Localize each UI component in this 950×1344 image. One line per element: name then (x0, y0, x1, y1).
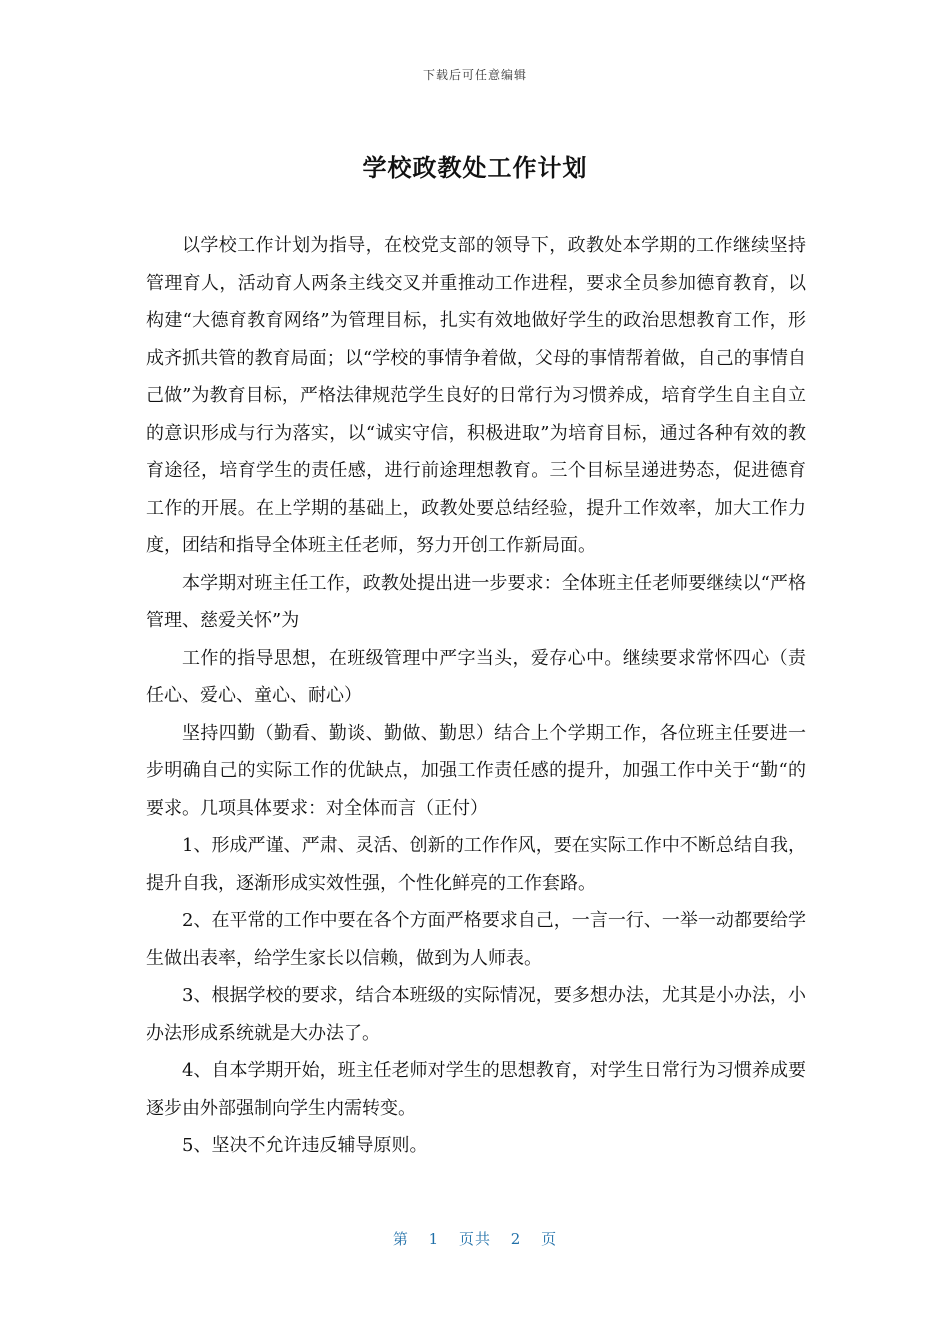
header-note: 下载后可任意编辑 (422, 68, 527, 82)
footer-current-page: 1 (428, 1230, 440, 1248)
list-item-5: 5、坚决不允许违反辅导原则。 (182, 1135, 428, 1156)
list-item-4: 4、自本学期开始，班主任老师对学生的思想教育，对学生日常行为习惯养成要逐步由外部强制向学生内需转变。 (146, 1060, 806, 1119)
list-item-2: 2、在平常的工作中要在各个方面严格要求自己，一言一行、一举一动都要给学生做出表率，给学生家长以信赖，做到为人师表。 (146, 910, 806, 969)
document-title: 学校政教处工作计划 (362, 154, 588, 182)
footer-suffix: 页 (541, 1230, 558, 1248)
footer-middle: 页共 (458, 1230, 491, 1248)
footer-total-pages: 2 (510, 1230, 522, 1248)
document-body (146, 227, 806, 1165)
paragraph-requirements-lead: 本学期对班主任工作，政教处提出进一步要求：全体班主任老师要继续以“严格管理、慈爱关怀”为 (146, 572, 806, 631)
paragraph-four-diligence: 坚持四勤（勤看、勤谈、勤做、勤思）结合上个学期工作，各位班主任要进一步明确自己的实际工作的优缺点，加强工作责任感的提升，加强工作中关于“勤“的要求。几项具体要求：对全体而言（正付） (146, 722, 806, 819)
list-item-3: 3、根据学校的要求，结合本班级的实际情况，要多想办法，尤其是小办法，小办法形成系统就是大办法了。 (146, 985, 806, 1044)
page-footer (0, 1228, 950, 1249)
paragraph-guiding-thought: 工作的指导思想，在班级管理中严字当头，爱存心中。继续要求常怀四心（责任心、爱心、童心、耐心） (146, 647, 806, 706)
footer-prefix: 第 (392, 1230, 409, 1248)
list-item-1: 1、形成严谨、严肃、灵活、创新的工作作风，要在实际工作中不断总结自我，提升自我，逐渐形成实效性强，个性化鲜亮的工作套路。 (146, 835, 806, 894)
paragraph-intro: 以学校工作计划为指导，在校党支部的领导下，政教处本学期的工作继续坚持管理育人，活动育人两条主线交叉并重推动工作进程，要求全员参加德育教育，以构建“大德育教育网络”为管理目标，扎实有效地做好学生的政治思想教育工作，形成齐抓共管的教育局面；以“学校的事情争着做，父母的事情帮着做，自己的事情自己做”为教育目标，严格法律规范学生良好的日常行为习惯养成，培育学生自主自立的意识形成与行为落实，以“诚实守信，积极进取”为培育目标，通过各种有效的教育途径，培育学生的责任感，进行前途理想教育。三个目标呈递进势态，促进德育工作的开展。在上学期的基础上，政教处要总结经验，提升工作效率，加大工作力度，团结和指导全体班主任老师，努力开创工作新局面。 (146, 235, 806, 556)
